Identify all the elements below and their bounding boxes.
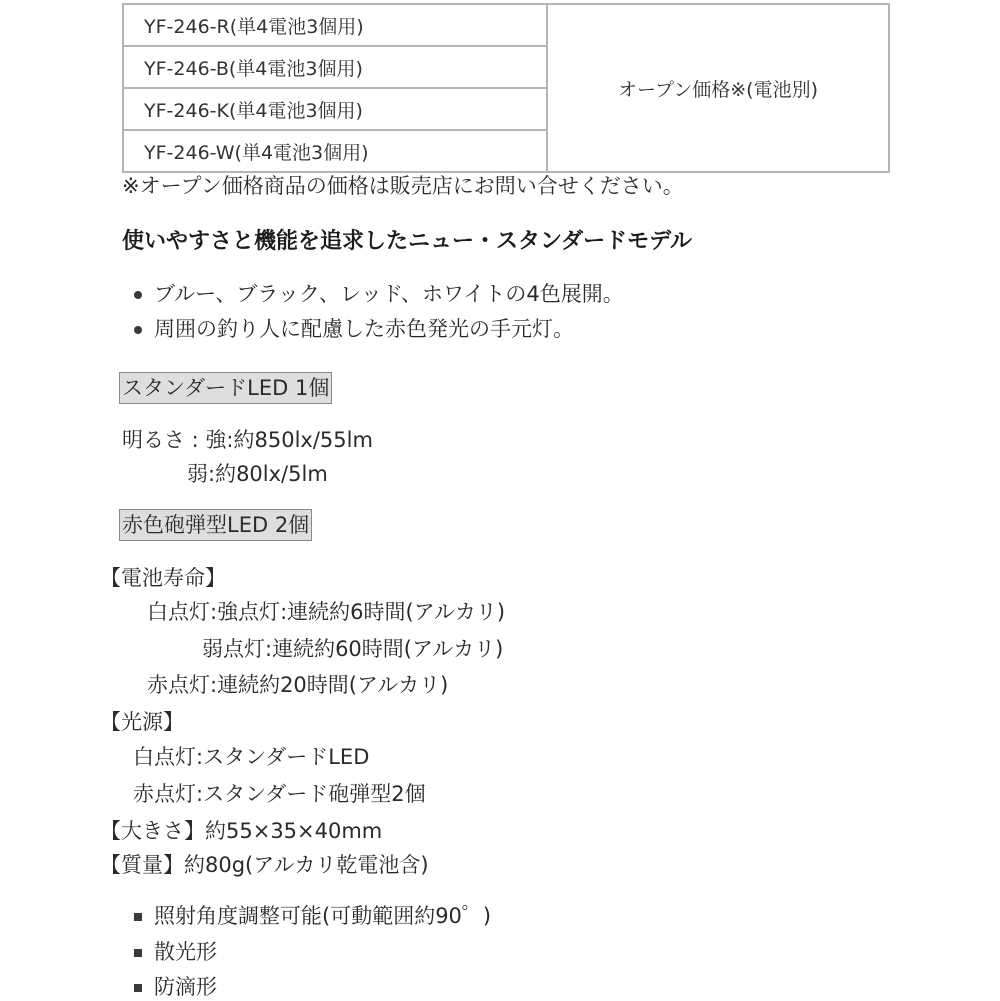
battery-life-white-strong: 白点灯:強点灯:連続約6時間(アルカリ) <box>147 600 506 624</box>
bullet-dot-icon <box>134 326 142 334</box>
price-cell: オープン価格※(電池別) <box>547 4 889 172</box>
model-cell: YF-246-B(単4電池3個用) <box>123 46 547 88</box>
price-table <box>122 3 890 173</box>
battery-life-heading: 【電池寿命】 <box>100 566 226 590</box>
light-source-heading: 【光源】 <box>100 710 184 734</box>
model-cell: YF-246-R(単4電池3個用) <box>123 4 547 46</box>
headline: 使いやすさと機能を追求したニュー・スタンダードモデル <box>122 229 693 254</box>
led-standard-label: スタンダードLED 1個 <box>119 372 332 404</box>
light-source-red: 赤点灯:スタンダード砲弾型2個 <box>133 782 426 806</box>
brightness-weak: 弱:約80lx/5lm <box>187 462 328 486</box>
feature-item: 周囲の釣り人に配慮した赤色発光の手元灯。 <box>154 317 574 341</box>
size-spec: 【大きさ】約55×35×40mm <box>100 819 383 843</box>
price-note: ※オープン価格商品の価格は販売店にお問い合せください。 <box>122 174 684 198</box>
battery-life-white-weak: 弱点灯:連続約60時間(アルカリ) <box>202 637 504 661</box>
bullet-item: 散光形 <box>154 940 217 964</box>
weight-spec: 【質量】約80g(アルカリ乾電池含) <box>100 853 429 877</box>
brightness-strong: 明るさ : 強:約850lx/55lm <box>122 428 373 452</box>
light-source-white: 白点灯:スタンダードLED <box>133 745 370 769</box>
model-cell: YF-246-W(単4電池3個用) <box>123 130 547 172</box>
model-cell: YF-246-K(単4電池3個用) <box>123 88 547 130</box>
bullet-item: 照射角度調整可能(可動範囲約90゜) <box>154 904 492 928</box>
led-red-label: 赤色砲弾型LED 2個 <box>119 509 312 541</box>
bullet-square-icon <box>134 984 142 992</box>
battery-life-red: 赤点灯:連続約20時間(アルカリ) <box>147 673 449 697</box>
feature-item: ブルー、ブラック、レッド、ホワイトの4色展開。 <box>154 282 624 306</box>
bullet-square-icon <box>134 913 142 921</box>
bullet-square-icon <box>134 949 142 957</box>
bullet-dot-icon <box>134 291 142 299</box>
bullet-item: 防滴形 <box>154 975 217 999</box>
